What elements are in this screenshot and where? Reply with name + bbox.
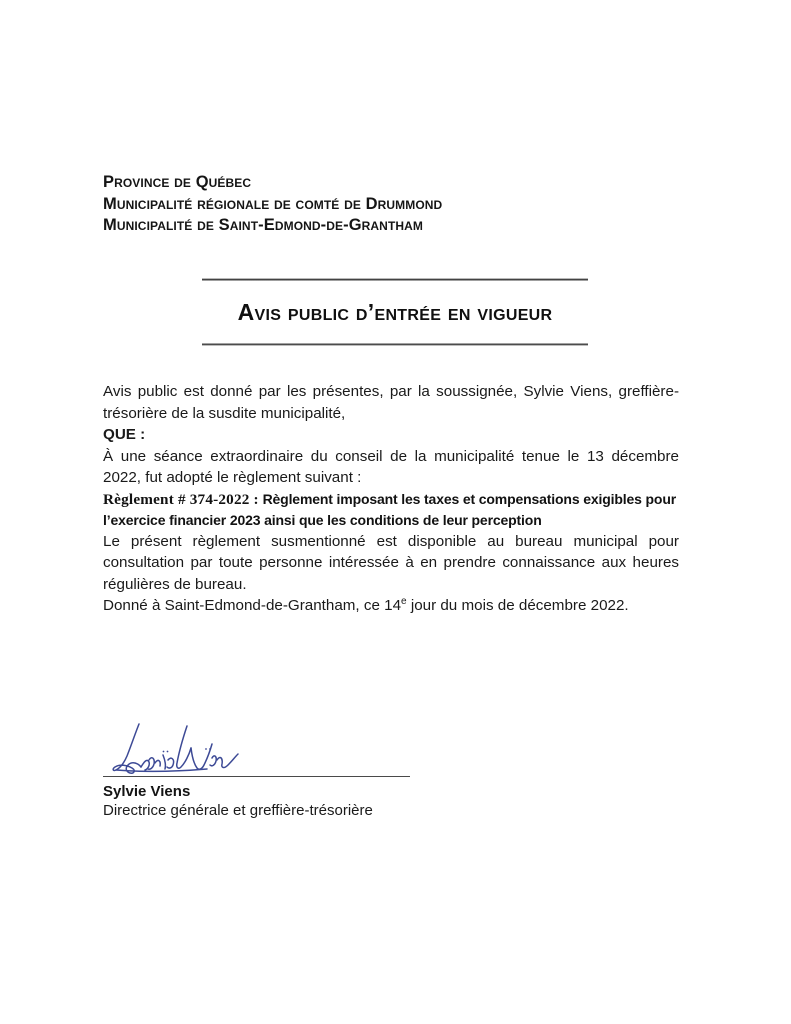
letterhead-line-province: Province de Québec: [103, 173, 252, 191]
signature-line: [103, 776, 410, 777]
reglement-reference: Règlement # 374-2022 :: [103, 490, 259, 508]
title-rule-top: [202, 278, 588, 281]
paragraph-intro: Avis public est donné par les présentes, par la soussignée, Sylvie Viens, greffière-trésorière de la susdite municipalité,: [103, 383, 679, 422]
paragraph-donne: [103, 595, 679, 617]
letterhead: [103, 172, 683, 237]
donne-prefix: Donné à Saint-Edmond-de-Grantham, ce 14: [103, 597, 402, 614]
reglement-title: Règlement imposant les taxes et compensations exigibles pour l’exercice financier 2023 ainsi que les conditions de leur perception: [103, 490, 677, 528]
title-rule-bottom: [202, 343, 588, 346]
signatory-name: Sylvie Viens: [103, 783, 191, 800]
donne-suffix: jour du mois de décembre 2022.: [406, 597, 629, 614]
letterhead-line-mrc: Municipalité régionale de comté de Drummond: [103, 194, 443, 213]
paragraph-reglement: [103, 489, 679, 531]
paragraph-que-label: QUE :: [103, 426, 146, 443]
signatory-role: Directrice générale et greffière-trésorière: [103, 802, 373, 819]
ordinal-suffix: e: [401, 595, 407, 607]
letterhead-line-municipality: Municipalité de Saint-Edmond-de-Grantham: [103, 216, 424, 234]
document-body: [103, 381, 679, 617]
title-block: [202, 278, 588, 346]
handwritten-signature-icon: [111, 722, 241, 780]
paragraph-disponibilite: Le présent règlement susmentionné est disponible au bureau municipal pour consultation par toute personne intéressée à en prendre connaissance aux heures régulières de bureau.: [103, 532, 679, 593]
page-title: Avis public d’entrée en vigueur: [237, 299, 553, 325]
paragraph-seance: À une séance extraordinaire du conseil de la municipalité tenue le 13 décembre 2022, fut adopté le règlement suivant :: [103, 447, 679, 486]
